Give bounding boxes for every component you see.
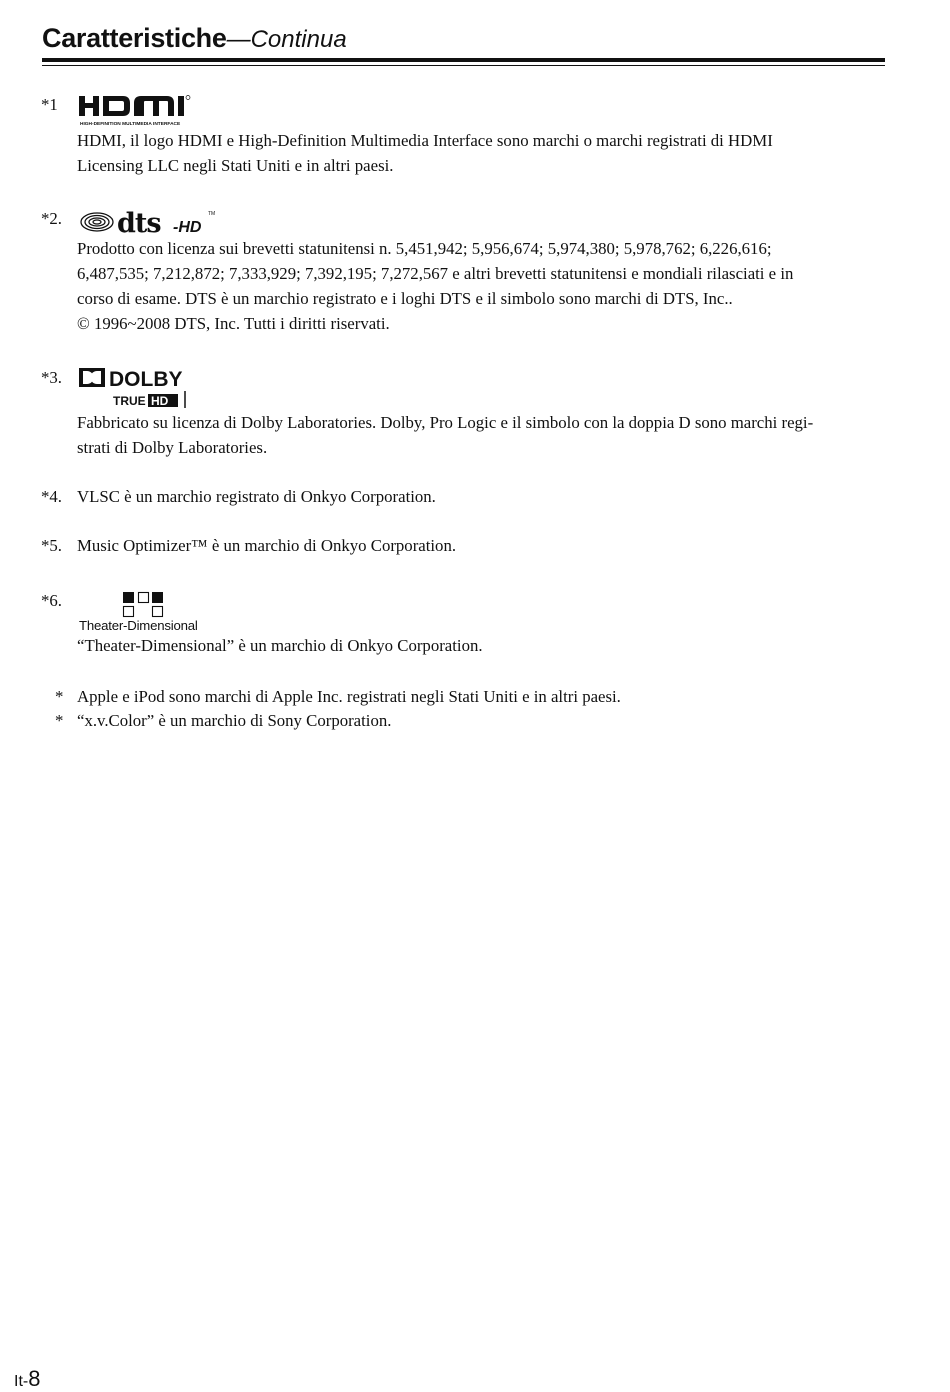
svg-text:Theater-Dimensional: Theater-Dimensional [79, 618, 198, 633]
note-line: HDMI, il logo HDMI e High-Definition Multimedia Interface sono marchi o marchi registrati di HDMI [77, 131, 773, 150]
page-number-prefix: It- [14, 1373, 29, 1390]
note-marker: * [55, 687, 64, 706]
theater-dimensional-logo [79, 591, 209, 633]
note-text [77, 236, 887, 336]
page-title [42, 18, 885, 60]
note-line: “x.v.Color” è un marchio di Sony Corporation. [77, 711, 392, 730]
note-line: 6,487,535; 7,212,872; 7,333,929; 7,392,195; 7,272,567 e altri brevetti statunitensi e mondiali rilasciati e in [77, 264, 794, 283]
svg-text:TRUE: TRUE [113, 394, 146, 408]
note-line: “Theater-Dimensional” è un marchio di Onkyo Corporation. [77, 636, 483, 655]
page-number [14, 1366, 40, 1392]
header-rule-thin [42, 65, 885, 66]
note-marker: *3. [41, 368, 62, 387]
page-header [42, 18, 885, 60]
note-line: strati di Dolby Laboratories. [77, 438, 268, 457]
header-rule-thick [42, 58, 885, 62]
note-text [77, 633, 887, 658]
note-text [77, 410, 887, 460]
note-text [77, 484, 887, 509]
note-text [77, 684, 887, 709]
page-title-main: Caratteristiche [42, 23, 227, 53]
svg-text:TM: TM [208, 211, 216, 217]
note-line: VLSC è un marchio registrato di Onkyo Corporation. [77, 487, 436, 506]
dts-hd-logo [79, 207, 219, 235]
note-marker: *1 [41, 95, 58, 114]
note-line: Prodotto con licenza sui brevetti statunitensi n. 5,451,942; 5,956,674; 5,974,380; 5,978,762; 6,226,616; [77, 239, 772, 258]
dolby-truehd-logo [79, 367, 191, 409]
note-marker: *2. [41, 209, 62, 228]
note-line: Music Optimizer™ è un marchio di Onkyo Corporation. [77, 536, 457, 555]
note-line: Fabbricato su licenza di Dolby Laboratories. Dolby, Pro Logic e il simbolo con la doppia D sono marchi regi- [77, 413, 814, 432]
note-line: Licensing LLC negli Stati Uniti e in altri paesi. [77, 156, 394, 175]
svg-text:HD: HD [151, 394, 169, 408]
note-text [77, 128, 887, 178]
note-marker: *5. [41, 536, 62, 555]
note-line: © 1996~2008 DTS, Inc. Tutti i diritti riservati. [77, 314, 390, 333]
hdmi-logo-tagline: HIGH-DEFINITION MULTIMEDIA INTERFACE [80, 122, 181, 127]
page-number-value: 8 [28, 1366, 41, 1391]
svg-text:-HD: -HD [173, 219, 202, 235]
svg-text:DOLBY: DOLBY [109, 368, 183, 391]
note-marker: *6. [41, 591, 62, 610]
note-marker: *4. [41, 487, 62, 506]
note-line: Apple e iPod sono marchi di Apple Inc. registrati negli Stati Uniti e in altri paesi. [77, 687, 621, 706]
hdmi-logo [79, 95, 209, 127]
note-marker: * [55, 711, 64, 730]
note-line: corso di esame. DTS è un marchio registrato e i loghi DTS e il simbolo sono marchi di DTS, Inc.. [77, 289, 733, 308]
note-text [77, 708, 887, 733]
note-text [77, 533, 887, 558]
page-title-continued: —Continua [226, 26, 347, 53]
svg-text:dts: dts [117, 208, 161, 235]
